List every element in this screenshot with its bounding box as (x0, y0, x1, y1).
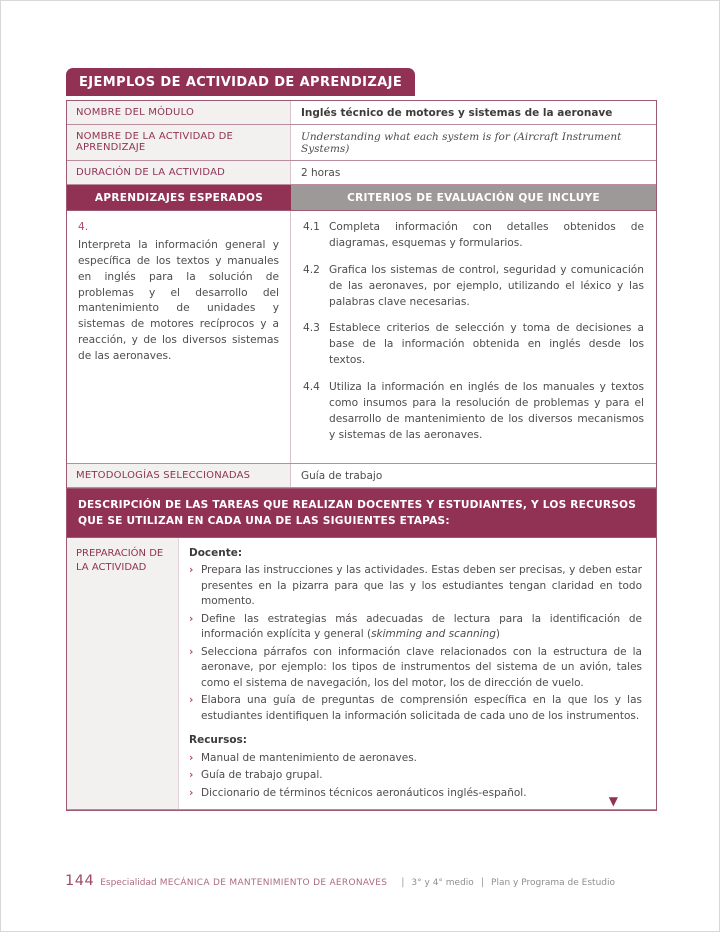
list-item (189, 563, 642, 610)
duration-value: 2 horas (291, 161, 656, 184)
bullet-icon: › (189, 751, 194, 764)
criteria-number: 4.2 (303, 263, 320, 276)
list-item-text-part: Selecciona párrafos con información clave relacionados con la estructura de la aeronave, por ejemplo: los tipos de instrumentos del sistema de un avión, tales como el sistema de navegación, los del motor, los de dirección de vuelo. (201, 645, 642, 689)
bullet-icon: › (189, 645, 194, 658)
criteria-text: Completa información con detalles obtenidos de diagramas, esquemas y formularios. (329, 221, 644, 249)
list-item-text (201, 612, 642, 643)
continuation-arrow-icon: ▼ (608, 794, 618, 809)
expected-learning-header: APRENDIZAJES ESPERADOS (67, 185, 291, 210)
preparation-label: PREPARACIÓN DE LA ACTIVIDAD (67, 538, 179, 810)
criteria-item (303, 263, 644, 311)
list-item (189, 645, 642, 692)
list-item-text-italic: skimming and scanning (371, 628, 496, 641)
criteria-text: Grafica los sistemas de control, seguridad y comunicación de las aeronaves, por ejemplo, utilizando el léxico y las palabras clave necesarias. (329, 263, 644, 308)
preparation-row (67, 538, 656, 811)
list-item-text (201, 645, 642, 692)
list-item-text: Diccionario de términos técnicos aeronáuticos inglés-español. (201, 786, 527, 799)
list-item-text-part: Elabora una guía de preguntas de comprensión específica en la que los y las estudiantes identifiquen la información solicitada de cada uno de los instrumentos. (201, 694, 642, 722)
list-item-text-part: ) (495, 628, 500, 641)
footer-grade: 3° y 4° medio (411, 878, 474, 888)
footer-specialty-prefix: Especialidad (100, 878, 157, 888)
list-item-text: Manual de mantenimiento de aeronaves. (201, 751, 417, 764)
preparation-content (179, 538, 656, 810)
page-footer (65, 873, 665, 889)
column-header-row (67, 185, 656, 211)
module-name-value: Inglés técnico de motores y sistemas de la aeronave (291, 101, 656, 124)
activity-name-value: Understanding what each system is for (Aircraft Instrument Systems) (291, 125, 656, 160)
criteria-number: 4.3 (303, 322, 320, 335)
bullet-icon: › (189, 564, 194, 577)
evaluation-criteria-header: CRITERIOS DE EVALUACIÓN QUE INCLUYE (291, 185, 656, 210)
learning-text: Interpreta la información general y específica de los textos y manuales en inglés para la solución de problemas y el desarrollo del mantenimiento de unidades y sistemas de motores recíprocos y a reacción, y de los diversos sistemas de las aeronaves. (78, 238, 279, 363)
tasks-description-header: DESCRIPCIÓN DE LAS TAREAS QUE REALIZAN DOCENTES Y ESTUDIANTES, Y LOS RECURSOS QUE SE UTILIZAN EN CADA UNA DE LAS SIGUIENTES ETAPAS: (67, 488, 656, 538)
criteria-number: 4.1 (303, 221, 320, 233)
list-item (189, 612, 642, 643)
recursos-heading: Recursos: (189, 734, 247, 747)
list-item (189, 768, 642, 784)
bullet-icon: › (189, 769, 194, 782)
list-item-text-part: Prepara las instrucciones y las actividades. Estas deben ser precisas, y deben estar presentes en la pizarra para que las y los estudiantes tengan claridad en todo momento. (201, 564, 642, 608)
footer-separator: | (480, 877, 485, 888)
methodologies-value: Guía de trabajo (291, 464, 656, 487)
list-item-text (201, 693, 642, 724)
table-row (67, 161, 656, 185)
criteria-number: 4.4 (303, 381, 320, 394)
module-name-label: NOMBRE DEL MÓDULO (67, 101, 291, 124)
learning-number: 4. (78, 221, 89, 233)
list-item (189, 786, 642, 802)
methodologies-label: METODOLOGÍAS SELECCIONADAS (67, 464, 291, 487)
list-item-text-part: Define las estrategias más adecuadas de lectura para la identificación de información explícita y general ( (201, 612, 642, 641)
criteria-text: Utiliza la información en inglés de los manuales y textos como insumos para la resolución de problemas y para el desarrollo de mantenimiento de los diversos mecanismos y sistemas de las aeronaves. (329, 381, 644, 441)
criteria-item (303, 380, 644, 444)
criteria-item (303, 321, 644, 369)
list-item (189, 693, 642, 724)
activity-table (66, 100, 657, 811)
bullet-icon: › (189, 786, 194, 799)
learning-criteria-row (67, 211, 656, 464)
criteria-text: Establece criterios de selección y toma de decisiones a base de la información obtenida en inglés desde los textos. (329, 322, 644, 367)
table-row (67, 464, 656, 488)
criteria-cell (291, 211, 656, 463)
footer-program: Plan y Programa de Estudio (491, 878, 615, 888)
duration-label: DURACIÓN DE LA ACTIVIDAD (67, 161, 291, 184)
page-number: 144 (65, 873, 95, 889)
table-row (67, 125, 656, 161)
footer-separator: | (401, 877, 405, 888)
table-row (67, 101, 656, 125)
bullet-icon: › (189, 612, 194, 625)
docente-heading: Docente: (189, 546, 243, 559)
bullet-icon: › (189, 694, 194, 707)
list-item-text (201, 563, 642, 610)
page-title: EJEMPLOS DE ACTIVIDAD DE APRENDIZAJE (66, 68, 415, 96)
list-item-text: Guía de trabajo grupal. (201, 769, 323, 782)
list-item (189, 751, 642, 767)
criteria-item (303, 220, 644, 252)
activity-name-label: NOMBRE DE LA ACTIVIDAD DE APRENDIZAJE (67, 125, 291, 160)
expected-learning-cell (67, 211, 291, 463)
footer-specialty: MECÁNICA DE MANTENIMIENTO DE AERONAVES (159, 878, 388, 888)
